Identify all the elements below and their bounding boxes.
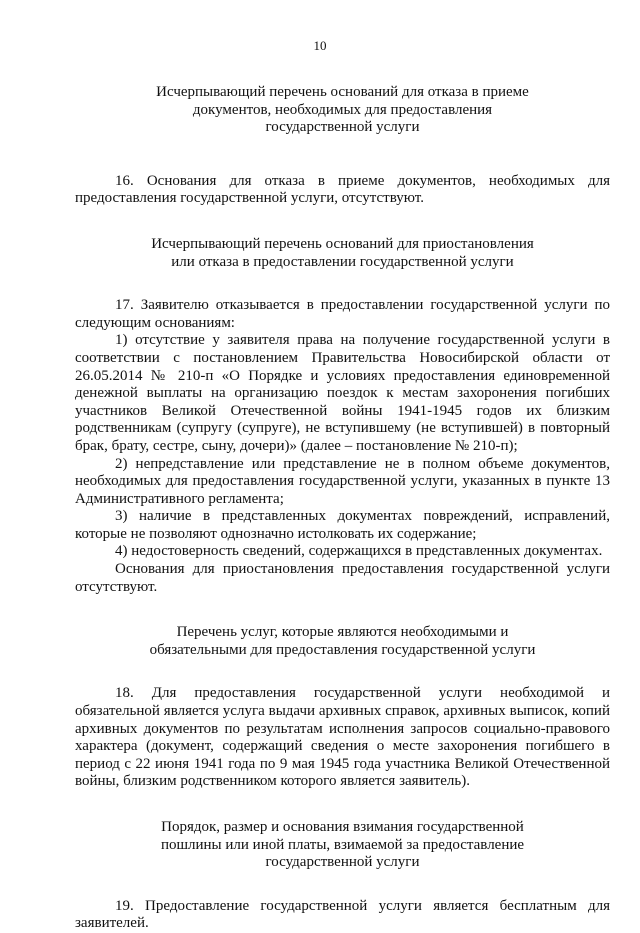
paragraph-16: 16. Основания для отказа в приеме документов, необходимых для предоставления государственной услуги, отсутствуют. [75, 172, 610, 207]
heading-line: Порядок, размер и основания взимания государственной [161, 819, 524, 835]
heading-line: государственной услуги [265, 119, 420, 136]
paragraph-17-item-4: 4) недостоверность сведений, содержащихся в представленных документах. [115, 543, 603, 560]
page-number: 10 [313, 38, 327, 53]
section-heading-fees [75, 819, 610, 872]
heading-line: Перечень услуг, которые являются необходимыми и [176, 624, 509, 641]
paragraph-17-note: Основания для приостановления предоставления государственной услуги отсутствуют. [75, 561, 610, 595]
heading-line: Исчерпывающий перечень оснований для приостановления [151, 235, 534, 252]
paragraph-19: 19. Предоставление государственной услуги является бесплатным для заявителей. [75, 897, 610, 932]
paragraph-18: 18. Для предоставления государственной услуги необходимой и обязательной является услуга выдачи архивных справок, архивных выписок, копий архивных документов по результатам исполнения запросов социально-правового характера (документ, содержащий сведения о месте захоронения погибшего в период с 22 июня 1941 года по 9 мая 1945 года участника Великой Отечественной войны, близким родственником которого является заявитель). [75, 685, 610, 790]
heading-line: Исчерпывающий перечень оснований для отказа в приеме [156, 84, 529, 100]
heading-line: документов, необходимых для предоставления [192, 101, 493, 118]
heading-line: или отказа в предоставлении государственной услуги [171, 253, 514, 270]
section-heading-refusal-acceptance [75, 84, 610, 137]
heading-line: обязательными для предоставления государственной услуги [149, 641, 536, 658]
section-heading-required-services [75, 624, 610, 659]
section-heading-suspension [75, 236, 610, 271]
paragraph-17-item-2: 2) непредставление или представление не в полном объеме документов, необходимых для предоставления государственной услуги, указанных в пункте 13 Административного регламента; [75, 455, 610, 507]
heading-line: пошлины или иной платы, взимаемой за предоставление [160, 836, 525, 853]
document-body [75, 84, 610, 933]
paragraph-17-item-1: 1) отсутствие у заявителя права на получение государственной услуги в соответствии с постановлением Правительства Новосибирской области от 26.05.2014 № 210-п «О Порядке и условиях предоставления единовременной денежной выплаты на организацию поездок к местам захоронения погибших участников Великой Отечественной войны 1941-1945 годов их близким родственникам (супругу (супруге), не вступившему (не вступившей) в повторный брак, брату, сестре, сыну, дочери)» (далее – постановление № 210-п); [75, 332, 610, 454]
paragraph-17-item-3: 3) наличие в представленных документах повреждений, исправлений, которые не позволяют однозначно истолковать их содержание; [75, 508, 610, 542]
heading-line: государственной услуги [265, 854, 420, 871]
paragraph-17: 17. Заявителю отказывается в предоставлении государственной услуги по следующим основаниям: [75, 297, 610, 331]
